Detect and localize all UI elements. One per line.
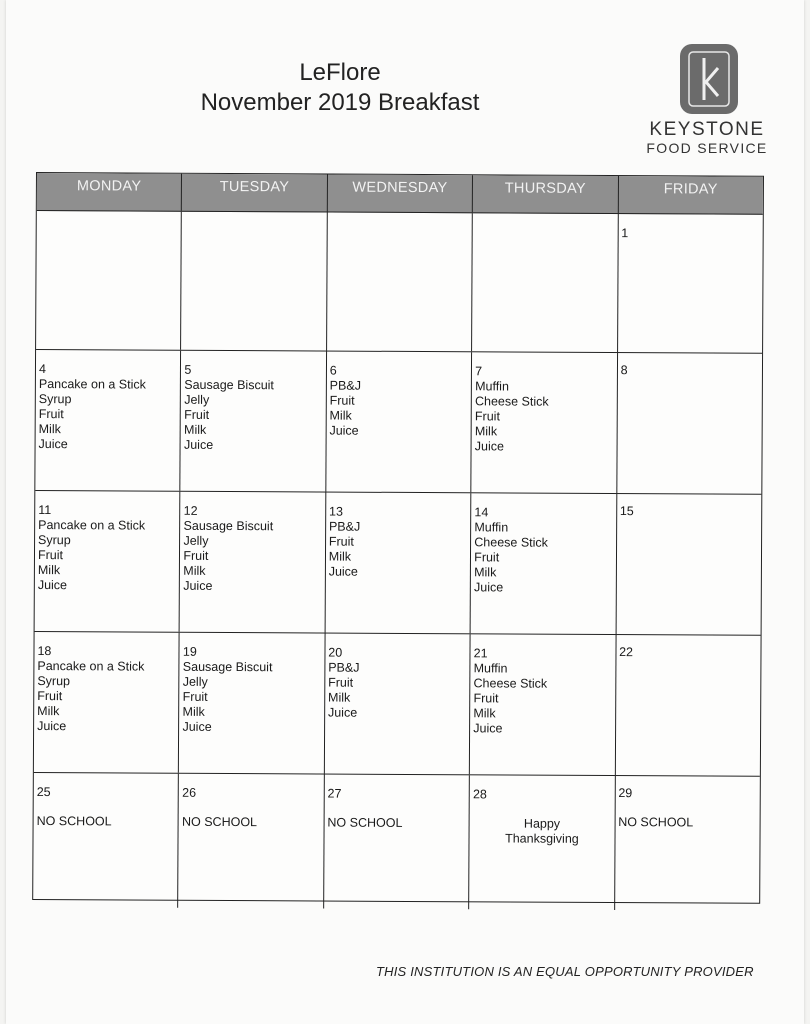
menu-item: Fruit	[183, 548, 209, 563]
week-row	[34, 632, 761, 777]
day-number: 12	[183, 503, 198, 518]
menu-item: Juice	[474, 439, 505, 454]
menu-item: Juice	[37, 719, 67, 734]
menu-item: Muffin	[475, 379, 509, 394]
menu-item: Fruit	[329, 393, 355, 408]
day-number: 5	[184, 362, 192, 377]
menu-item: Milk	[38, 422, 61, 437]
menu-item: Juice	[327, 705, 358, 720]
menu-item: Cheese Stick	[473, 676, 548, 691]
weekday-header	[37, 173, 763, 215]
day-cell	[615, 635, 760, 776]
menu-item: Syrup	[37, 674, 71, 689]
menu-item: Fruit	[184, 407, 210, 422]
day-cell	[181, 351, 327, 492]
week-row	[35, 350, 762, 495]
menu-title	[150, 58, 530, 118]
day-note: NO SCHOOL	[327, 815, 403, 830]
day-cell	[35, 350, 181, 491]
day-number: 13	[329, 504, 343, 519]
day-cell	[326, 352, 472, 493]
day-number	[476, 225, 614, 226]
day-cell	[325, 634, 471, 775]
menu-item: PB&J	[329, 378, 362, 393]
calendar-weeks	[33, 211, 763, 911]
day-number: 19	[182, 644, 197, 659]
menu-item: Fruit	[474, 409, 500, 424]
day-number: 8	[620, 363, 628, 378]
menu-item: Cheese Stick	[474, 535, 548, 550]
equal-opportunity-statement: THIS INSTITUTION IS AN EQUAL OPPORTUNITY PROVIDER	[376, 964, 754, 979]
week-row	[35, 491, 762, 636]
logo-subtitle: FOOD SERVICE	[646, 140, 768, 156]
day-number	[185, 224, 323, 225]
menu-item: Jelly	[184, 392, 210, 407]
menu-item: Pancake on a Stick	[38, 518, 146, 533]
day-number: 25	[36, 785, 51, 800]
day-cell	[325, 493, 471, 634]
menu-item: Juice	[183, 578, 213, 593]
menu-item: Fruit	[37, 548, 64, 563]
day-number	[40, 223, 178, 224]
day-cell	[616, 494, 761, 635]
breakfast-calendar	[32, 172, 764, 904]
day-note: NO SCHOOL	[181, 814, 258, 830]
menu-item: Fruit	[182, 689, 208, 704]
day-number: 4	[38, 362, 46, 377]
menu-item: Milk	[328, 690, 351, 705]
menu-item: Milk	[183, 563, 206, 578]
menu-item: Sausage Biscuit	[182, 659, 273, 675]
menu-item: Sausage Biscuit	[183, 518, 274, 534]
day-cell	[617, 353, 762, 494]
day-cell	[34, 632, 180, 773]
day-cell	[179, 774, 325, 909]
menu-item: Jelly	[182, 674, 208, 689]
weekday-friday: FRIDAY	[663, 181, 718, 198]
day-number: 18	[37, 644, 52, 659]
day-cell	[180, 492, 326, 633]
weekday-tuesday: TUESDAY	[182, 174, 328, 212]
menu-item: Syrup	[38, 533, 71, 548]
day-cell	[327, 213, 473, 352]
menu-item: Milk	[182, 704, 205, 719]
day-number: 6	[329, 363, 337, 378]
day-number: 20	[328, 645, 343, 660]
day-number: 7	[475, 364, 483, 379]
weekday-thursday: THURSDAY	[473, 175, 619, 213]
menu-item: Syrup	[38, 392, 72, 407]
menu-item: Milk	[329, 408, 352, 423]
menu-item: Cheese Stick	[474, 394, 549, 409]
day-note: Happy Thanksgiving	[505, 816, 579, 846]
day-number: 28	[472, 787, 487, 802]
menu-item: Juice	[474, 580, 504, 595]
menu-item: Juice	[38, 437, 68, 452]
menu-item: Fruit	[328, 675, 354, 690]
menu-item: Fruit	[473, 691, 499, 706]
day-number: 27	[327, 786, 342, 801]
day-cell	[33, 773, 179, 908]
weekday-wednesday: WEDNESDAY	[328, 175, 474, 213]
day-cell	[36, 211, 182, 350]
menu-item: Muffin	[474, 520, 509, 535]
menu-item: Juice	[183, 437, 214, 452]
menu-item: Fruit	[474, 550, 500, 565]
keystone-logo	[642, 42, 782, 162]
menu-item: Juice	[328, 564, 358, 579]
menu-item: Milk	[473, 706, 496, 721]
day-number: 29	[618, 786, 633, 801]
menu-item: Fruit	[38, 407, 64, 422]
week-row	[36, 211, 763, 354]
month-title: November 2019 Breakfast	[200, 89, 480, 116]
menu-item: Juice	[182, 719, 212, 734]
day-cell	[181, 212, 327, 351]
day-number: 11	[38, 503, 52, 518]
menu-item: PB&J	[328, 660, 360, 675]
day-note: NO SCHOOL	[36, 814, 112, 829]
menu-item: Juice	[329, 423, 359, 438]
logo-name: KEYSTONE	[649, 119, 765, 140]
day-number: 26	[182, 785, 197, 800]
menu-item: Fruit	[37, 689, 63, 704]
week-row	[33, 773, 760, 911]
menu-item: Juice	[37, 578, 68, 593]
menu-item: Milk	[474, 565, 497, 580]
menu-item: Sausage Biscuit	[184, 377, 274, 393]
day-cell	[472, 213, 618, 352]
menu-item: Muffin	[473, 661, 508, 676]
day-cell	[470, 634, 616, 775]
day-number: 15	[619, 504, 634, 519]
day-number	[331, 225, 469, 226]
menu-item: Jelly	[183, 533, 209, 548]
day-number: 22	[619, 645, 634, 660]
day-number: 21	[473, 646, 488, 661]
menu-item: Milk	[184, 422, 207, 437]
day-number: 14	[474, 505, 489, 520]
day-cell	[615, 776, 760, 911]
menu-item: Milk	[37, 563, 61, 578]
menu-item: PB&J	[328, 519, 361, 534]
menu-item: Milk	[37, 704, 60, 719]
day-cell	[35, 491, 181, 632]
weekday-monday: MONDAY	[37, 173, 183, 211]
day-cell	[618, 214, 763, 353]
menu-item: Milk	[328, 549, 352, 564]
day-cell	[324, 775, 470, 910]
day-number: 1	[621, 226, 629, 241]
day-cell	[179, 633, 325, 774]
keystone-k-icon	[680, 44, 738, 114]
menu-item: Pancake on a Stick	[37, 659, 145, 674]
school-name: LeFlore	[299, 59, 381, 86]
day-cell	[472, 352, 618, 493]
day-cell	[471, 493, 617, 634]
menu-item: Juice	[473, 721, 503, 736]
menu-item: Fruit	[328, 534, 354, 549]
menu-item: Pancake on a Stick	[38, 377, 146, 392]
menu-item: Milk	[474, 424, 498, 439]
day-note: NO SCHOOL	[618, 815, 694, 830]
day-cell	[469, 775, 615, 910]
